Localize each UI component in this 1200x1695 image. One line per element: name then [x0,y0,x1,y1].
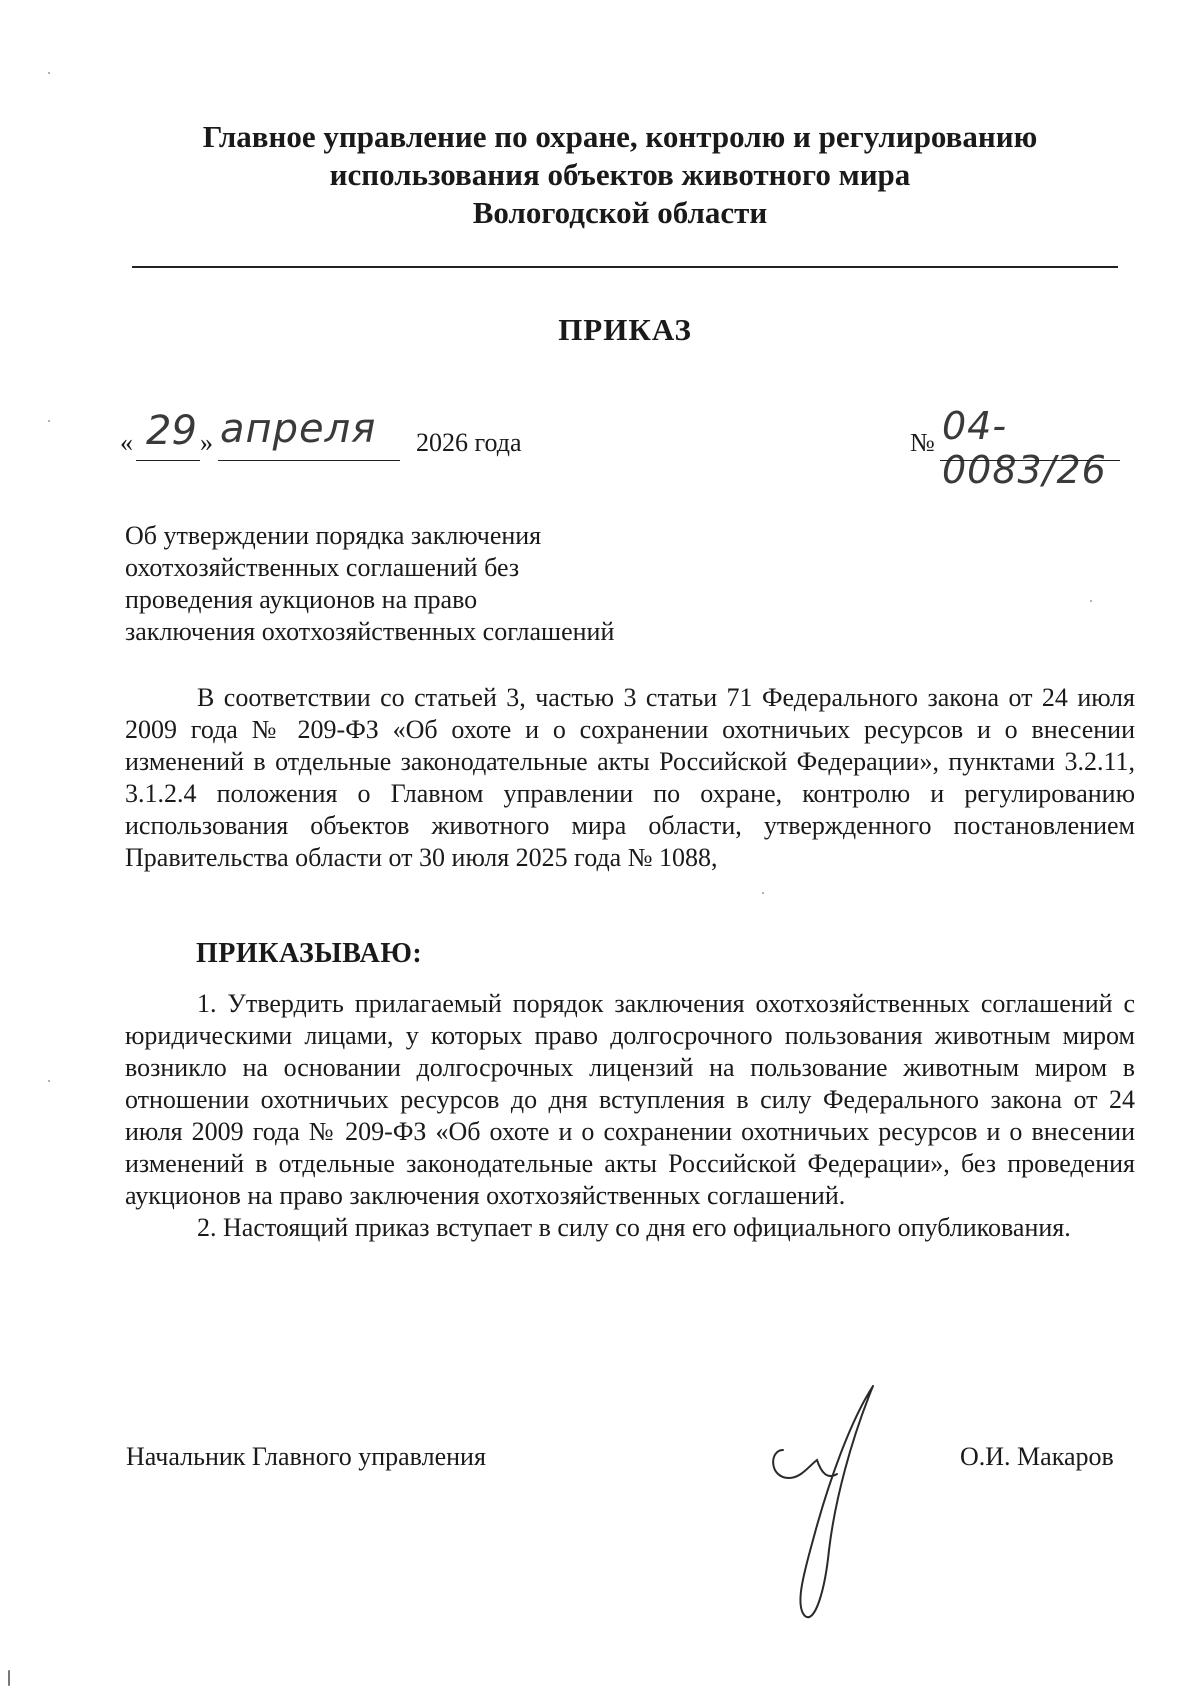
date-quote-close: » [200,428,213,457]
order-item-1: 1. Утвердить прилагаемый порядок заключения охотхозяйственных соглашений с юридическими лицами, у которых право долгосрочного пользования животным миром возникло на основании долгосрочных лицензий на пользование животным миром в отношении охотничьих ресурсов до дня вступления в силу Федерального закона от 24 июля 2009 года № 209-ФЗ «Об охоте и о сохранении охотничьих ресурсов и о внесении изменений в отдельные законодательные акты Российской Федерации», без проведения аукционов на право заключения охотхозяйственных соглашений. [125,989,1135,1210]
issuer-line-3: Вологодской области [472,195,768,230]
order-number-underline [940,460,1120,461]
subject-line-3: проведения аукционов на право [125,585,478,614]
preamble-paragraph [125,682,1135,874]
scan-edge-mark [8,1670,10,1686]
order-heading: ПРИКАЗЫВАЮ: [196,938,423,969]
document-subject [125,520,614,648]
scan-speck [48,420,50,422]
scan-speck [48,1080,50,1082]
scan-speck [48,72,50,74]
date-number-line [120,404,1140,492]
subject-line-4: заключения охотхозяйственных соглашений [125,617,615,646]
signatory-name: О.И. Макаров [960,1442,1114,1471]
date-month-handwritten: апреля [220,406,377,452]
date-month-underline [218,460,400,461]
date-year: 2026 года [416,428,522,457]
date-quote-open: « [120,428,133,457]
date-day-underline [136,460,200,461]
preamble-text: В соответствии со статьей 3, частью 3 статьи 71 Федерального закона от 24 июля 2009 года № 209-ФЗ «Об охоте и о сохранении охотничьих ресурсов и о внесении изменений в отдельные законодательные акты Российской Федерации», пунктами 3.2.11, 3.1.2.4 положения о Главном управлении по охране, контролю и регулированию использования объектов животного мира области, утвержденного постановлением Правительства области от 30 июля 2025 года № 1088, [125,683,1135,872]
scan-speck [762,892,764,894]
header-divider [132,266,1118,268]
issuer-header [120,118,1120,232]
date-day-handwritten: 29 [146,408,197,454]
order-number-label: № [910,428,935,457]
signatory-position: Начальник Главного управления [126,1442,486,1471]
order-item-2: 2. Настоящий приказ вступает в силу со дня его официального опубликования. [197,1213,1071,1242]
issuer-line-2: использования объектов животного мира [329,157,911,192]
scan-speck [1090,600,1092,602]
issuer-line-1: Главное управление по охране, контролю и регулированию [202,119,1038,154]
subject-line-2: охотхозяйственных соглашений без [125,553,520,582]
subject-line-1: Об утверждении порядка заключения [125,521,542,550]
order-number-handwritten: 04-0083/26 [942,404,1107,492]
document-type-title: ПРИКАЗ [558,312,692,347]
handwritten-signature-icon [755,1380,905,1620]
order-items [125,988,1135,1244]
